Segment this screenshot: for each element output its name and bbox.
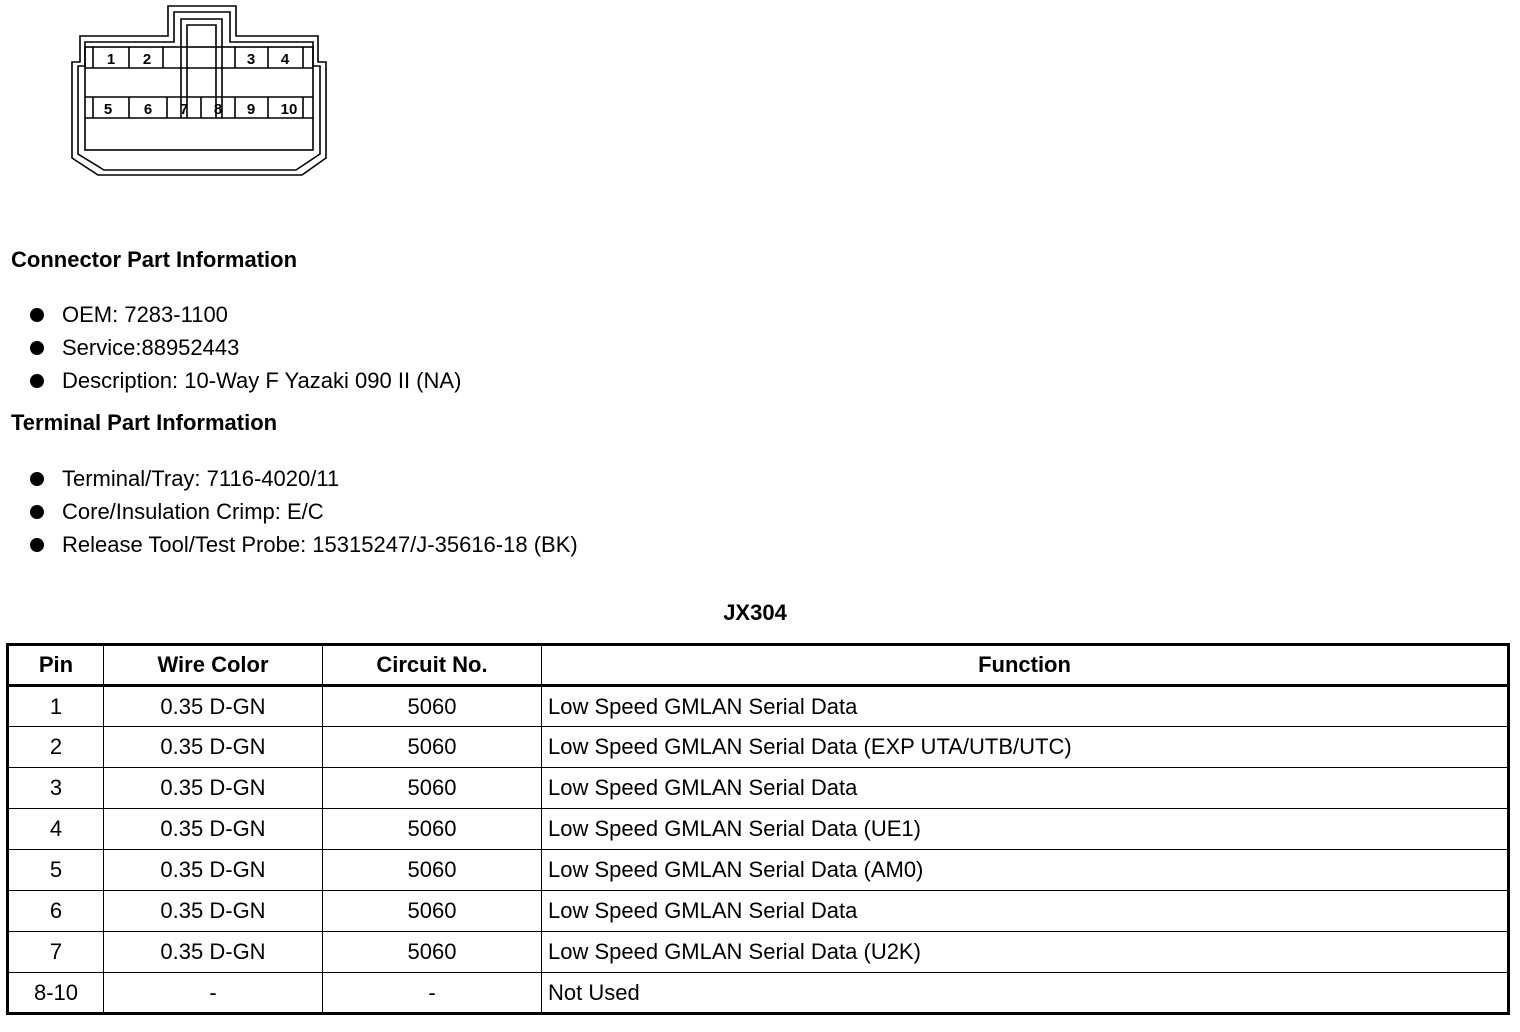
cell-function: Low Speed GMLAN Serial Data bbox=[542, 768, 1509, 809]
bullet-icon bbox=[30, 505, 44, 519]
list-item bbox=[28, 331, 461, 364]
pin-label-4: 4 bbox=[280, 51, 290, 68]
list-item bbox=[28, 495, 578, 528]
pin-label-6: 6 bbox=[143, 101, 153, 118]
pin-assignment-table bbox=[6, 643, 1510, 1015]
list-item-text: Service:88952443 bbox=[62, 335, 240, 360]
bullet-icon bbox=[30, 374, 44, 388]
terminal-info-list bbox=[28, 462, 578, 561]
cell-function: Low Speed GMLAN Serial Data (U2K) bbox=[542, 932, 1509, 973]
pin-label-1: 1 bbox=[106, 51, 116, 68]
table-header-row bbox=[8, 645, 1509, 686]
cell-wire-color: - bbox=[104, 973, 323, 1014]
table-row bbox=[8, 891, 1509, 932]
table-row bbox=[8, 727, 1509, 768]
table-row bbox=[8, 850, 1509, 891]
cell-pin: 8-10 bbox=[8, 973, 104, 1014]
table-caption: JX304 bbox=[723, 600, 787, 625]
cell-circuit-no: 5060 bbox=[323, 768, 542, 809]
pin-label-8: 8 bbox=[213, 101, 223, 118]
cell-wire-color: 0.35 D-GN bbox=[104, 932, 323, 973]
cell-function: Low Speed GMLAN Serial Data (AM0) bbox=[542, 850, 1509, 891]
header-pin: Pin bbox=[8, 645, 104, 686]
cell-circuit-no: 5060 bbox=[323, 727, 542, 768]
list-item-text: Terminal/Tray: 7116-4020/11 bbox=[62, 466, 340, 491]
cell-circuit-no: 5060 bbox=[323, 686, 542, 727]
list-item-text: Core/Insulation Crimp: E/C bbox=[62, 499, 324, 524]
cell-pin: 3 bbox=[8, 768, 104, 809]
cell-pin: 1 bbox=[8, 686, 104, 727]
cell-function: Low Speed GMLAN Serial Data (UE1) bbox=[542, 809, 1509, 850]
cell-circuit-no: 5060 bbox=[323, 809, 542, 850]
cell-pin: 7 bbox=[8, 932, 104, 973]
connector-info-title: Connector Part Information bbox=[11, 247, 298, 272]
list-item-text: OEM: 7283-1100 bbox=[62, 302, 228, 327]
list-item-text: Description: 10-Way F Yazaki 090 II (NA) bbox=[62, 368, 462, 393]
cell-function: Not Used bbox=[542, 973, 1509, 1014]
list-item-text: Release Tool/Test Probe: 15315247/J-35616-18 (BK) bbox=[62, 532, 578, 557]
list-item bbox=[28, 528, 578, 561]
table-row bbox=[8, 768, 1509, 809]
header-circuit-no: Circuit No. bbox=[323, 645, 542, 686]
table-row bbox=[8, 932, 1509, 973]
header-wire-color: Wire Color bbox=[104, 645, 323, 686]
list-item bbox=[28, 364, 461, 397]
connector-info-list bbox=[28, 298, 461, 397]
cell-circuit-no: 5060 bbox=[323, 850, 542, 891]
pin-label-7: 7 bbox=[179, 101, 189, 118]
cell-wire-color: 0.35 D-GN bbox=[104, 850, 323, 891]
pin-label-10: 10 bbox=[280, 101, 298, 118]
list-item bbox=[28, 462, 578, 495]
pin-label-5: 5 bbox=[103, 101, 113, 118]
cell-function: Low Speed GMLAN Serial Data (EXP UTA/UTB/UTC) bbox=[542, 727, 1509, 768]
bullet-icon bbox=[30, 472, 44, 486]
table-row bbox=[8, 973, 1509, 1014]
cell-wire-color: 0.35 D-GN bbox=[104, 891, 323, 932]
cell-wire-color: 0.35 D-GN bbox=[104, 727, 323, 768]
pin-label-2: 2 bbox=[142, 51, 152, 68]
bullet-icon bbox=[30, 341, 44, 355]
terminal-info-title: Terminal Part Information bbox=[11, 410, 278, 435]
cell-function: Low Speed GMLAN Serial Data bbox=[542, 891, 1509, 932]
pin-label-9: 9 bbox=[246, 101, 256, 118]
bullet-icon bbox=[30, 308, 44, 322]
cell-wire-color: 0.35 D-GN bbox=[104, 809, 323, 850]
cell-wire-color: 0.35 D-GN bbox=[104, 686, 323, 727]
cell-pin: 2 bbox=[8, 727, 104, 768]
cell-pin: 4 bbox=[8, 809, 104, 850]
list-item bbox=[28, 298, 461, 331]
cell-function: Low Speed GMLAN Serial Data bbox=[542, 686, 1509, 727]
cell-pin: 6 bbox=[8, 891, 104, 932]
table-row bbox=[8, 686, 1509, 727]
header-function: Function bbox=[542, 645, 1509, 686]
pin-label-3: 3 bbox=[246, 51, 256, 68]
bullet-icon bbox=[30, 538, 44, 552]
connector-face-diagram bbox=[60, 0, 340, 185]
cell-circuit-no: 5060 bbox=[323, 891, 542, 932]
cell-pin: 5 bbox=[8, 850, 104, 891]
cell-wire-color: 0.35 D-GN bbox=[104, 768, 323, 809]
cell-circuit-no: - bbox=[323, 973, 542, 1014]
table-row bbox=[8, 809, 1509, 850]
cell-circuit-no: 5060 bbox=[323, 932, 542, 973]
